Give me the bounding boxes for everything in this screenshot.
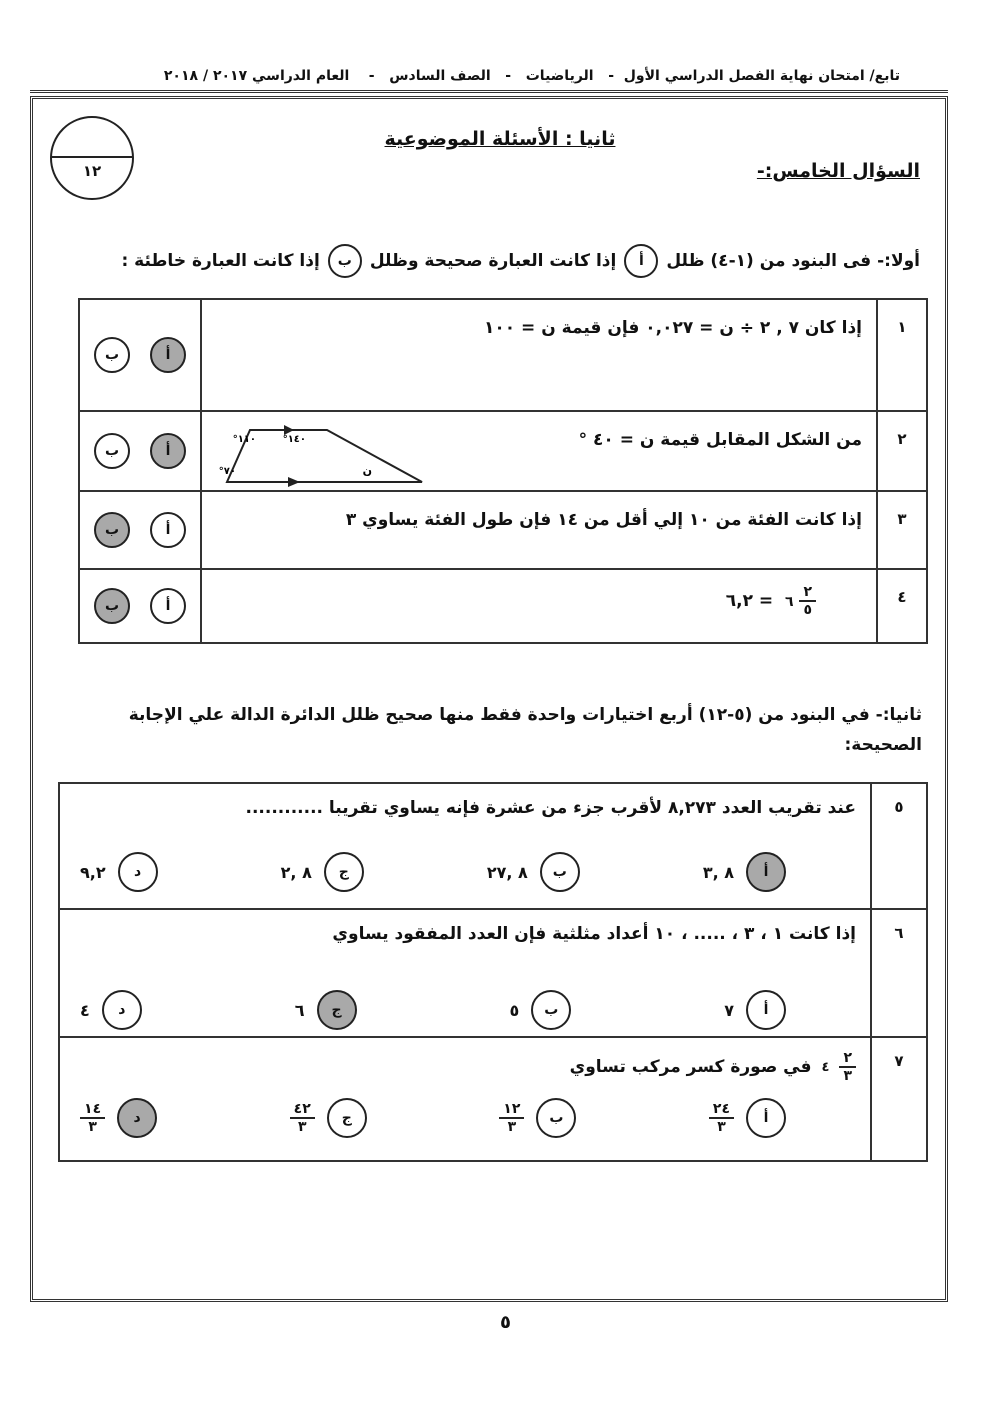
option-d-circle-shaded[interactable]: د (117, 1098, 157, 1138)
numerator: ١٢ (499, 1101, 524, 1119)
item-number: ٢ (877, 411, 927, 491)
instruction-text: إذا كانت العبارة صحيحة وظلل (369, 251, 617, 271)
item-text: = ٦,٢ (725, 591, 774, 611)
option-d (80, 990, 142, 1030)
fraction (839, 1050, 856, 1084)
option-fraction (290, 1101, 315, 1135)
option-a-circle-shaded[interactable]: أ (150, 433, 186, 469)
option-b (499, 1098, 576, 1138)
option-d-circle[interactable]: د (118, 852, 158, 892)
instruction-text: إذا كانت العبارة خاطئة : (121, 251, 320, 271)
item-text-row (60, 1050, 856, 1084)
option-a (709, 1098, 786, 1138)
option-b-circle[interactable]: ب (94, 433, 130, 469)
option-a-circle[interactable]: أ (746, 1098, 786, 1138)
item-text: إذا كانت الفئة من ١٠ إلي أقل من ١٤ فإن طول الفئة يساوي ٣ (201, 491, 877, 569)
option-fraction (80, 1101, 105, 1135)
page-number: ٥ (500, 1312, 511, 1333)
variable-label: ن (362, 464, 372, 477)
item-text: إذا كان ٧ , ٢ ÷ ن = ٠,٠٢٧ فإن قيمة ن = ١٠٠ (201, 299, 877, 411)
part1-instruction (121, 244, 920, 278)
option-b-circle[interactable]: ب (94, 337, 130, 373)
fraction (799, 584, 816, 618)
header-divider (30, 90, 948, 93)
trapezoid-figure (218, 422, 422, 482)
option-b (510, 990, 572, 1030)
table-row (59, 1037, 927, 1161)
option-c (281, 852, 364, 892)
score-value: ١٢ (82, 162, 102, 180)
option-a-circle[interactable]: أ (150, 588, 186, 624)
table-row (79, 569, 927, 643)
instruction-text: أولا:- فى البنود من (١-٤) ظلل (666, 251, 920, 271)
numerator: ٢ (839, 1050, 856, 1068)
option-value: ٤ (80, 1000, 90, 1020)
table-row (59, 909, 927, 1037)
item-text: في صورة كسر مركب تساوي (569, 1057, 812, 1077)
option-a-circle[interactable]: أ (150, 512, 186, 548)
score-circle (50, 116, 134, 200)
item-number: ٥ (871, 783, 927, 909)
option-value: ٨ ,٣ (702, 862, 734, 882)
angle-label: ١٤٠° (282, 434, 306, 445)
option-d (80, 1098, 157, 1138)
option-a (703, 852, 786, 892)
option-b (487, 852, 580, 892)
numerator: ٤٢ (290, 1101, 315, 1119)
numerator: ١٤ (80, 1101, 105, 1119)
item-number: ٣ (877, 491, 927, 569)
option-b-circle[interactable]: ب (531, 990, 571, 1030)
option-a-circle-shaded[interactable]: أ (746, 852, 786, 892)
option-value: ٨ ,٢ (280, 862, 312, 882)
denominator: ٣ (843, 1068, 852, 1084)
item-text: عند تقريب العدد ٨,٢٧٣ لأقرب جزء من عشرة فإنه يساوي تقريبا ............ (245, 798, 856, 818)
option-d (80, 852, 158, 892)
numerator: ٢٤ (709, 1101, 734, 1119)
part2-instruction: ثانيا:- في البنود من (٥-١٢) أربع اختيارات واحدة فقط منها صحيح ظلل الدائرة الدالة علي الإجابة الصحيحة: (128, 705, 922, 755)
option-b-circle[interactable]: ب (536, 1098, 576, 1138)
numerator: ٢ (799, 584, 816, 602)
options-row (60, 852, 856, 892)
item-text: إذا كانت ١ ، ٣ ، ..... ، ١٠ أعداد مثلثية فإن العدد المفقود يساوي (332, 924, 856, 944)
section-title: ثانيا : الأسئلة الموضوعية (384, 128, 616, 150)
option-fraction (499, 1101, 524, 1135)
true-false-table (78, 298, 928, 644)
item-number: ٤ (877, 569, 927, 643)
table-row (79, 491, 927, 569)
options-row (60, 1098, 856, 1138)
option-b-circle-shaded[interactable]: ب (94, 512, 130, 548)
option-c (295, 990, 357, 1030)
option-value: ٧ (724, 1000, 734, 1020)
option-a (724, 990, 786, 1030)
denominator: ٣ (88, 1119, 97, 1135)
denominator: ٣ (507, 1119, 517, 1135)
table-row (79, 299, 927, 411)
denominator: ٣ (297, 1119, 307, 1135)
option-c (290, 1098, 367, 1138)
option-d-circle[interactable]: د (102, 990, 142, 1030)
angle-label: ١١٠° (232, 434, 256, 445)
option-fraction (709, 1101, 734, 1135)
table-row (59, 783, 927, 909)
option-b-circle[interactable]: ب (540, 852, 580, 892)
exam-header: تابع/ امتحان نهاية الفصل الدراسي الأول - الرياضيات - الصف السادس - العام الدراسي ٢٠١٧ / ٢٠١٨ (163, 68, 900, 84)
item-number: ٧ (871, 1037, 927, 1161)
angle-label: ٧٠° (218, 466, 236, 477)
item-number: ١ (877, 299, 927, 411)
option-a-circle-shaded[interactable]: أ (150, 337, 186, 373)
option-value: ٨ ,٢٧ (486, 862, 528, 882)
multiple-choice-table (58, 782, 928, 1162)
false-circle-legend: ب (328, 244, 362, 278)
option-value: ٦ (294, 1000, 305, 1020)
option-c-circle[interactable]: ج (324, 852, 364, 892)
option-a-circle[interactable]: أ (746, 990, 786, 1030)
item-number: ٦ (871, 909, 927, 1037)
whole-number: ٦ (784, 594, 794, 610)
question-title: السؤال الخامس:- (756, 160, 920, 182)
option-b-circle-shaded[interactable]: ب (94, 588, 130, 624)
true-circle-legend: أ (624, 244, 658, 278)
table-row (79, 411, 927, 491)
whole-number: ٤ (821, 1059, 830, 1075)
option-c-circle-shaded[interactable]: ج (317, 990, 357, 1030)
denominator: ٣ (717, 1119, 726, 1135)
item-text: من الشكل المقابل قيمة ن = ٤٠ ° (578, 430, 862, 450)
option-value: ٩,٢ (80, 862, 106, 882)
option-value: ٥ (509, 1000, 520, 1020)
option-c-circle[interactable]: ج (327, 1098, 367, 1138)
options-row (60, 990, 856, 1030)
denominator: ٥ (803, 602, 812, 618)
